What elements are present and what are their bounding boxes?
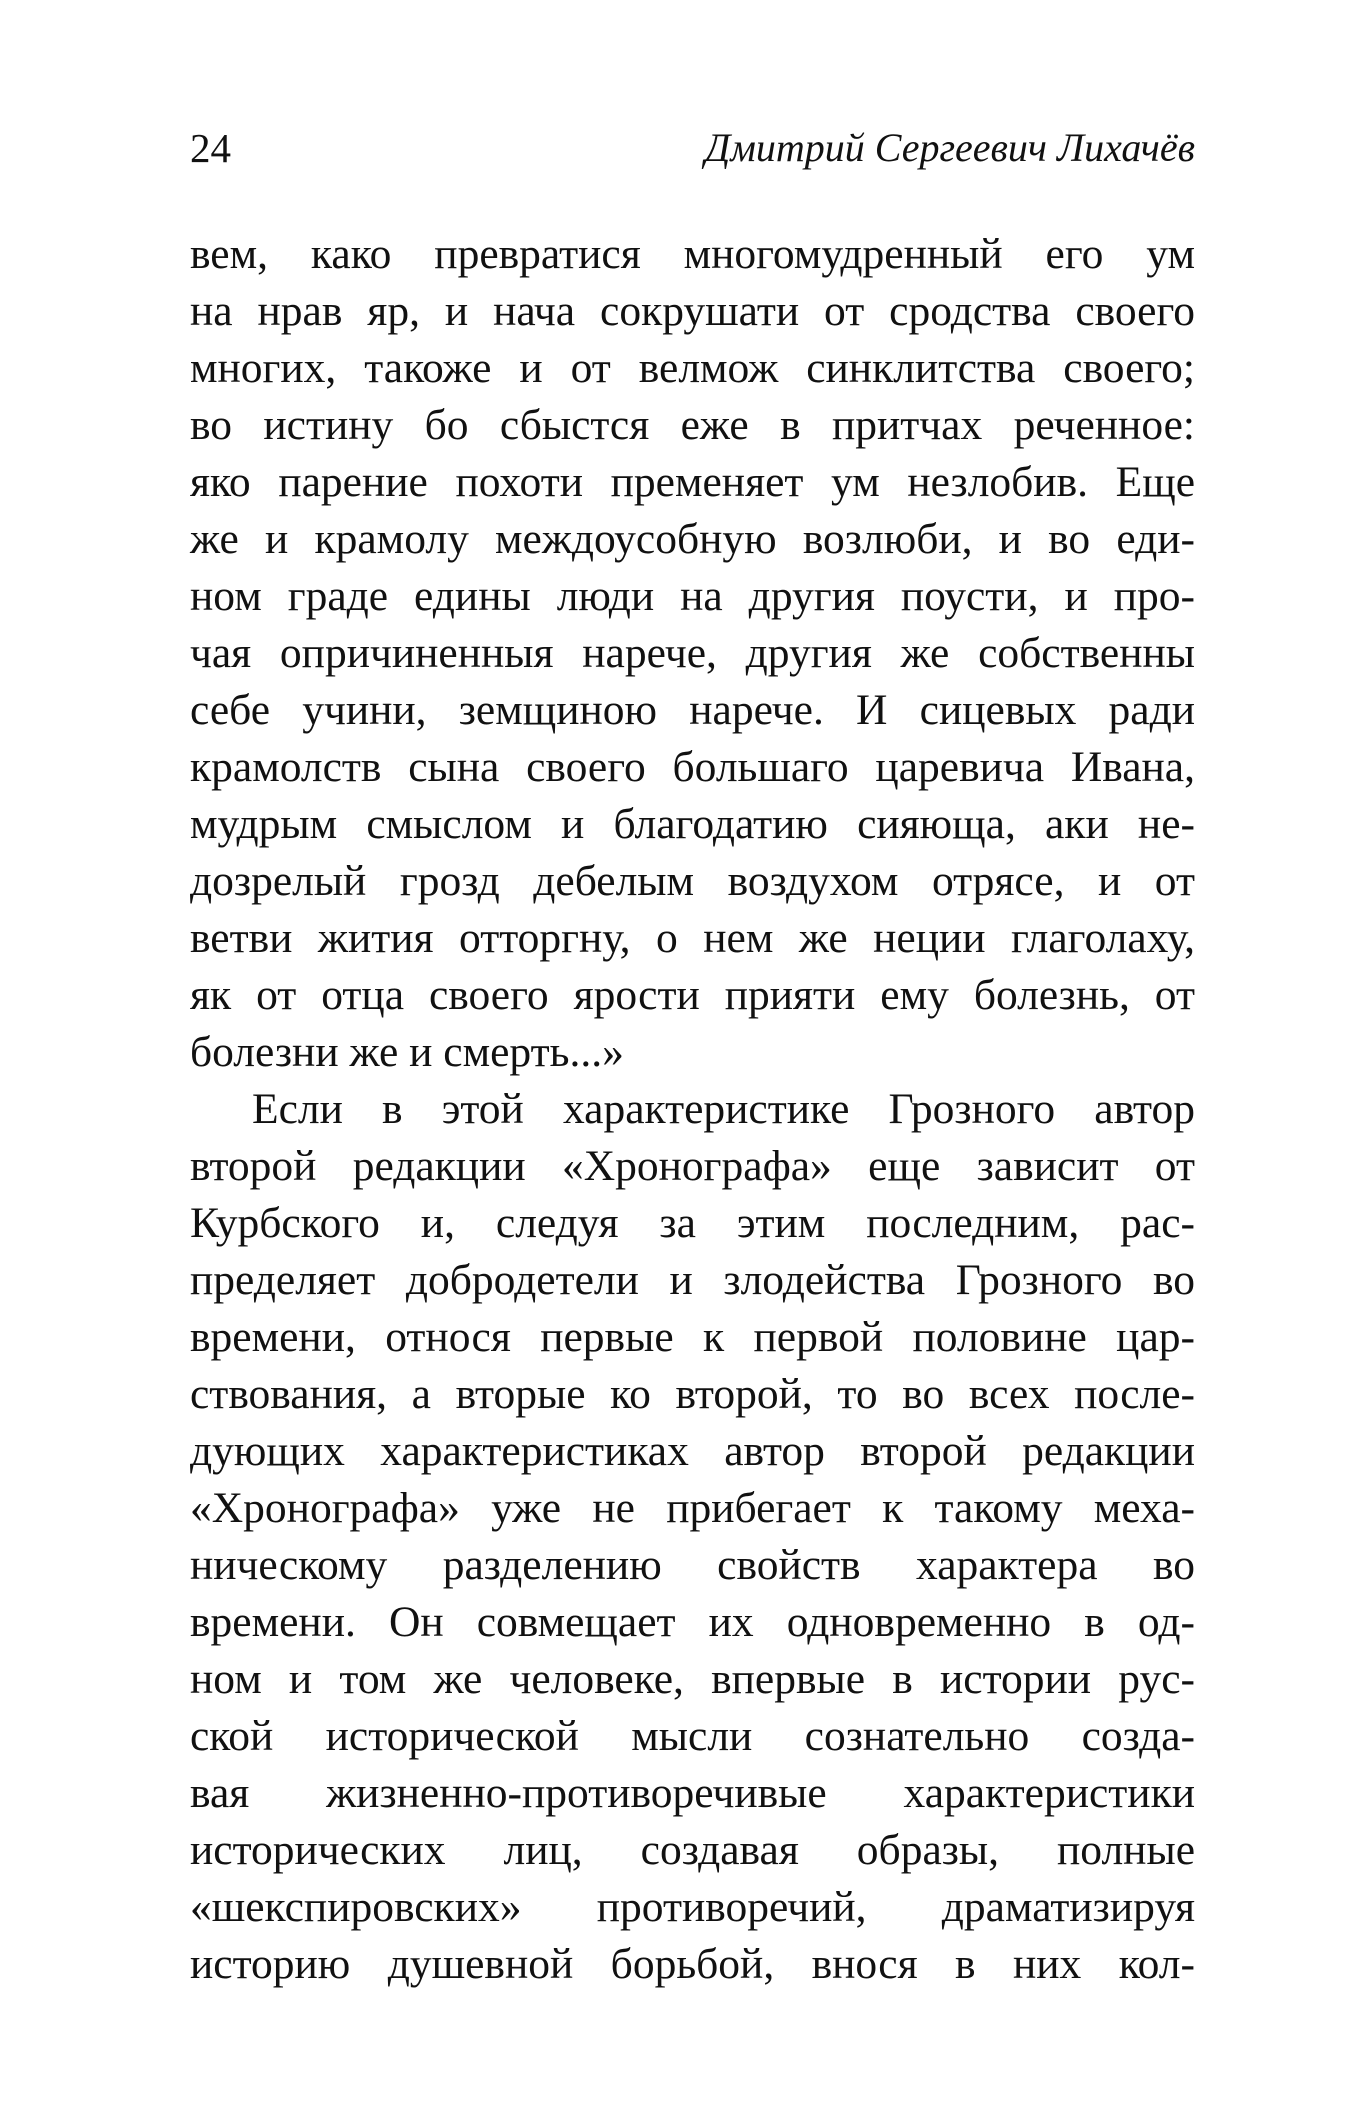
text-line: болезни же и смерть...» (190, 1028, 624, 1076)
text-line: себе учини, земщиною нарече. И сицевых ради (190, 686, 1195, 734)
text-line: чая опричиненныя нарече, другия же собственны (190, 629, 1195, 677)
text-line: пределяет добродетели и злодейства Грозного во (190, 1256, 1195, 1304)
text-line: же и крамолу междоусобную возлюби, и во еди- (190, 515, 1195, 563)
text-line: ническому разделению свойств характера во (190, 1541, 1195, 1589)
text-line: ном граде едины люди на другия поусти, и про- (190, 572, 1195, 620)
text-line: дозрелый грозд дебелым воздухом отрясе, и от (190, 857, 1195, 905)
text-line: «Хронографа» уже не прибегает к такому меха- (190, 1484, 1195, 1532)
text-line: историю душевной борьбой, внося в них кол- (190, 1940, 1195, 1988)
text-line: Курбского и, следуя за этим последним, рас- (190, 1199, 1195, 1247)
running-title: Дмитрий Сергеевич Лихачёв (704, 125, 1195, 170)
text-line: второй редакции «Хронографа» еще зависит от (190, 1142, 1195, 1190)
text-line: на нрав яр, и нача сокрушати от сродства своего (190, 287, 1195, 335)
page-number: 24 (190, 125, 231, 171)
running-head (190, 118, 1195, 178)
text-line: вем, како превратися многомудренный его ум (190, 230, 1195, 278)
text-line: дующих характеристиках автор второй редакции (190, 1427, 1195, 1475)
text-line: вая жизненно-противоречивые характеристики (190, 1769, 1195, 1817)
text-line: «шекспировских» противоречий, драматизируя (190, 1883, 1195, 1931)
text-line: яко парение похоти пременяет ум незлобив. Еще (190, 458, 1195, 506)
text-line: ветви жития отторгну, о нем же неции глаголаху, (190, 914, 1195, 962)
text-line: времени, относя первые к первой половине цар- (190, 1313, 1195, 1361)
text-line: многих, такоже и от велмож синклитства своего; (190, 344, 1195, 392)
text-line: Если в этой характеристике Грозного автор (252, 1085, 1195, 1133)
text-line: мудрым смыслом и благодатию сияюща, аки не- (190, 800, 1195, 848)
text-line: ном и том же человеке, впервые в истории рус- (190, 1655, 1195, 1703)
text-line: крамолств сына своего большаго царевича Ивана, (190, 743, 1195, 791)
body-text (190, 226, 1195, 1993)
text-line: як от отца своего ярости прияти ему болезнь, от (190, 971, 1195, 1019)
text-line: ствования, а вторые ко второй, то во всех после- (190, 1370, 1195, 1418)
text-line: времени. Он совмещает их одновременно в од- (190, 1598, 1195, 1646)
text-line: ской исторической мысли сознательно созда- (190, 1712, 1195, 1760)
text-line: во истину бо сбыстся еже в притчах реченное: (190, 401, 1195, 449)
text-line: исторических лиц, создавая образы, полные (190, 1826, 1195, 1874)
